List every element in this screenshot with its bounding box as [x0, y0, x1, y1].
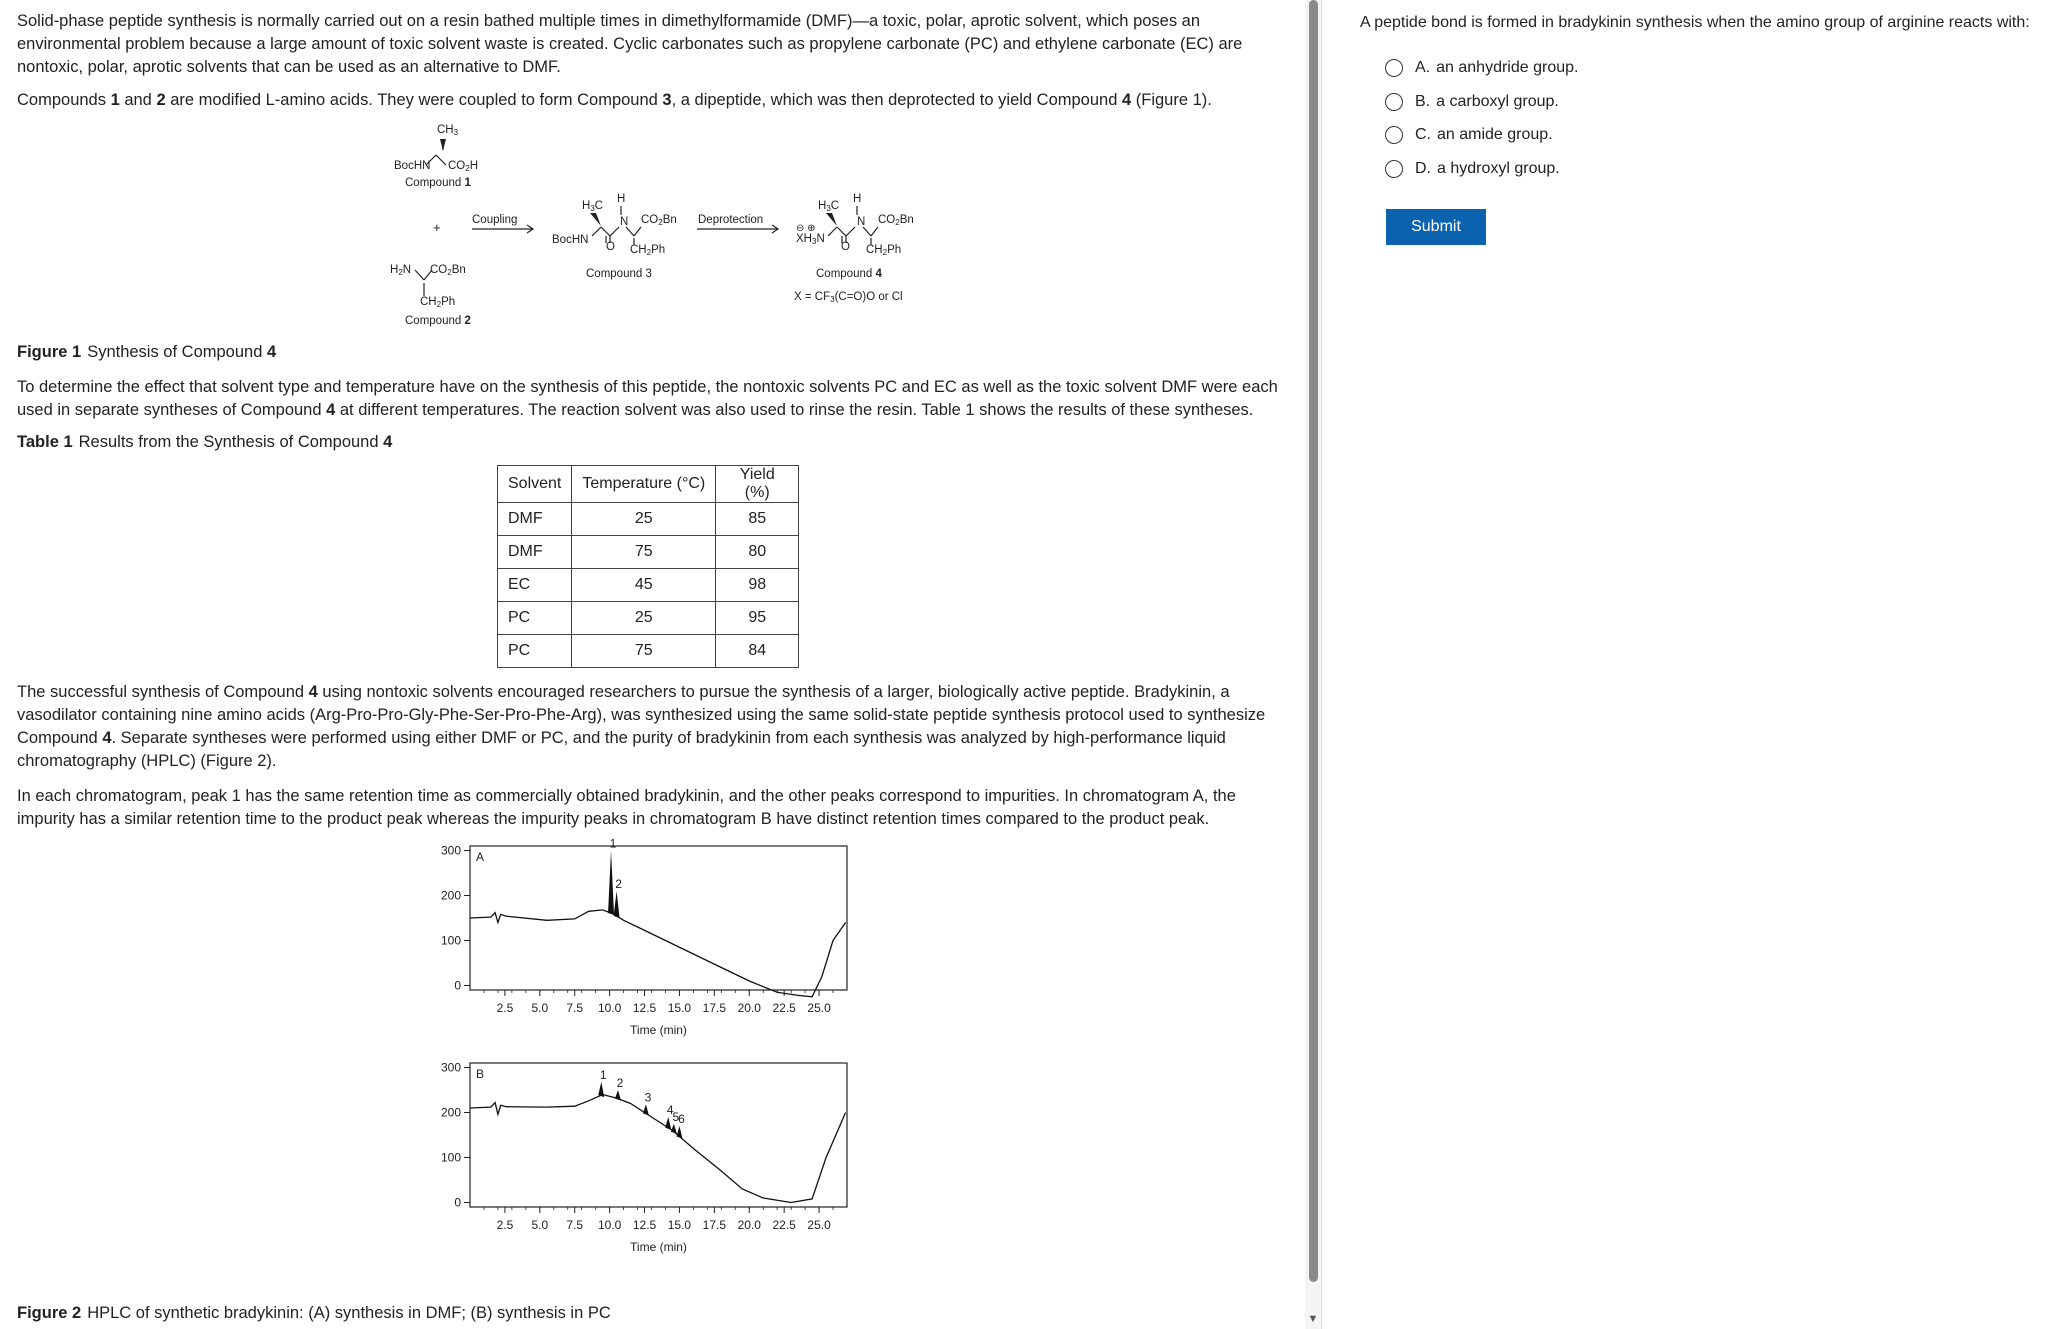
chromatogram-b — [441, 1061, 847, 1255]
y-tick-label: 300 — [440, 843, 461, 858]
peak-label: 2 — [615, 877, 622, 891]
panel-label: A — [476, 850, 485, 864]
paragraph-intro: Solid-phase peptide synthesis is normally carried out on a resin bathed multiple times in dimethylformamide (DMF)—a toxic, polar, aprotic solvent, which poses an environmental problem because a large amount of toxic solvent waste is created. Cyclic carbonates such as propylene carbonate (PC) and ethylene carbonate (EC) are nontoxic, polar, aprotic solvents that can be used as an alternative to DMF. — [17, 12, 1243, 76]
arrow-deprotection-label: Deprotection — [698, 214, 764, 226]
x-tick-label: 22.5 — [772, 1001, 796, 1015]
figure-2-caption: Figure 2 HPLC of synthetic bradykinin: (A) synthesis in DMF; (B) synthesis in PC — [17, 1304, 611, 1322]
peak-mark — [608, 851, 614, 915]
y-tick-label: 0 — [454, 1195, 461, 1210]
compound-3-ester: $CO_2Bn$ — [641, 214, 677, 227]
cell-temperature: 25 — [572, 503, 716, 536]
compound-2-amine: $H_2N$ — [390, 264, 412, 277]
header-solvent: Solvent — [498, 466, 572, 503]
option-letter: A. — [1415, 59, 1431, 76]
x-tick-label: 12.5 — [632, 1001, 657, 1015]
plot-frame — [470, 1063, 847, 1207]
header-temperature: Temperature (°C) — [572, 466, 716, 503]
x-tick-label: 22.5 — [772, 1218, 796, 1232]
paragraph-chromatograms: In each chromatogram, peak 1 has the same retention time as commercially obtained bradykinin, and the other peaks correspond to impurities. In chromatogram A, the impurity has a similar retention time to the product peak whereas the impurity peaks in chromatogram B have distinct retention times compared to the product peak. — [17, 787, 1236, 828]
y-tick-label: 0 — [454, 978, 461, 993]
cell-solvent: PC — [498, 635, 572, 668]
peak-label: 5 — [672, 1109, 680, 1124]
x-tick-label: 20.0 — [737, 1001, 761, 1015]
option-text: a hydroxyl group. — [1437, 160, 1560, 177]
paragraph-bradykinin: The successful synthesis of Compound 4 using nontoxic solvents encouraged researchers to pursue the synthesis of a larger, biologically active peptide. Bradykinin, a vasodilator containing nine amino acids (Arg-Pro-Pro-Gly-Phe-Ser-Pro-Phe-Arg), was synthesized using the same solid-state peptide synthesis protocol used to synthesize Compound 4. Separate syntheses were performed using either DMF or PC, and the purity of bradykinin from each synthesis was analyzed by high-performance liquid chromatography (HPLC) (Figure 2). — [17, 683, 1266, 770]
option-text: a carboxyl group. — [1436, 93, 1559, 110]
y-tick-label: 200 — [440, 1105, 461, 1120]
compound-1-boc: BocHN — [394, 160, 431, 172]
scroll-down-arrow-icon[interactable]: ▼ — [1307, 1313, 1319, 1325]
paragraph-compounds: Compounds 1 and 2 are modified L-amino acids. They were coupled to form Compound 3, a dipeptide, which was then deprotected to yield Compound 4 (Figure 1). — [17, 91, 1212, 109]
compound-3-boc: BocHN — [552, 234, 589, 246]
x-axis-label: Time (min) — [630, 1023, 687, 1037]
x-tick-label: 15.0 — [667, 1001, 692, 1015]
radio-icon[interactable] — [1385, 93, 1403, 111]
question-stem: A peptide bond is formed in bradykinin synthesis when the amino group of arginine reacts with: — [1360, 14, 2030, 31]
option-b[interactable] — [1385, 91, 1559, 113]
peak-mark — [671, 1124, 677, 1134]
cell-yield: 98 — [716, 569, 799, 602]
option-text: an amide group. — [1437, 126, 1553, 143]
compound-3-methyl: $H_3C$ — [582, 200, 604, 213]
x-tick-label: 2.5 — [496, 1001, 514, 1015]
option-letter: D. — [1415, 160, 1431, 177]
x-tick-label: 5.0 — [531, 1001, 549, 1015]
x-tick-label: 17.5 — [702, 1001, 727, 1015]
cell-temperature: 25 — [572, 602, 716, 635]
cell-solvent: DMF — [498, 536, 572, 569]
compound-3-sidechain: $CH_2Ph$ — [630, 244, 666, 257]
cell-solvent: EC — [498, 569, 572, 602]
paragraph-solvent-study: To determine the effect that solvent type and temperature have on the synthesis of this peptide, the nontoxic solvents PC and EC as well as the toxic solvent DMF were each used in separate syntheses of Compound 4 at different temperatures. The reaction solvent was also used to rinse the resin. Table 1 shows the results of these syntheses. — [17, 378, 1278, 419]
radio-icon[interactable] — [1385, 160, 1403, 178]
pane-divider — [1321, 0, 1322, 1329]
peak-mark — [614, 891, 620, 918]
peak-label: 1 — [599, 1067, 607, 1082]
chromatogram-a — [441, 837, 847, 1038]
compound-3-oxygen: O — [606, 241, 615, 253]
compound-4-oxygen: O — [841, 241, 850, 253]
submit-button[interactable]: Submit — [1386, 209, 1486, 245]
compound-3-nitrogen: N — [620, 216, 629, 228]
option-text: an anhydride group. — [1436, 59, 1579, 76]
x-tick-label: 12.5 — [632, 1218, 657, 1232]
chromatogram-trace — [470, 910, 846, 997]
cell-solvent: PC — [498, 602, 572, 635]
compound-2-sidechain: $CH_2Ph$ — [420, 296, 456, 309]
y-tick-label: 300 — [440, 1060, 461, 1075]
plus-sign: + — [433, 220, 441, 235]
compound-4-methyl: $H_3C$ — [818, 200, 840, 213]
compound-1-acid: $CO_2H$ — [448, 160, 479, 173]
x-tick-label: 7.5 — [566, 1001, 584, 1015]
compound-4-amine: $XH_3N$ — [796, 233, 825, 246]
compound-4-nitrogen: N — [857, 216, 866, 228]
compound-2-ester: $CO_2Bn$ — [430, 264, 466, 277]
x-tick-label: 2.5 — [496, 1218, 514, 1232]
compound-1-label: Compound 1 — [405, 177, 471, 189]
x-tick-label: 20.0 — [737, 1218, 761, 1232]
peak-mark — [643, 1104, 649, 1115]
arrow-coupling-label: Coupling — [472, 214, 518, 226]
cell-yield: 95 — [716, 602, 799, 635]
y-tick-label: 200 — [440, 888, 461, 903]
option-d[interactable] — [1385, 158, 1560, 180]
x-tick-label: 10.0 — [597, 1218, 622, 1232]
peak-mark — [676, 1126, 682, 1139]
compound-3-label: Compound 3 — [586, 268, 652, 280]
scrollbar-thumb[interactable] — [1309, 0, 1318, 1282]
peak-mark — [615, 1090, 621, 1101]
compound-2-label: Compound 2 — [405, 315, 471, 327]
peak-mark — [598, 1082, 604, 1097]
compound-4-charges: ⊖ ⊕ — [796, 223, 816, 234]
peak-label: 1 — [609, 836, 617, 851]
table-1-caption: Table 1 Results from the Synthesis of Compound 4 — [17, 433, 393, 451]
radio-icon[interactable] — [1385, 59, 1403, 77]
option-letter: C. — [1415, 126, 1431, 143]
compound-4-label: Compound 4 — [816, 268, 882, 280]
compound-4-sidechain: $CH_2Ph$ — [866, 244, 902, 257]
cell-solvent: DMF — [498, 503, 572, 536]
y-tick-label: 100 — [440, 933, 461, 948]
x-tick-label: 5.0 — [531, 1218, 549, 1232]
figure-1-caption: Figure 1 Synthesis of Compound 4 — [17, 343, 277, 361]
y-tick-label: 100 — [440, 1150, 461, 1165]
chromatogram-trace — [470, 1095, 846, 1203]
x-tick-label: 15.0 — [667, 1218, 692, 1232]
cell-yield: 85 — [716, 503, 799, 536]
radio-icon[interactable] — [1385, 126, 1403, 144]
cell-temperature: 75 — [572, 635, 716, 668]
compound-4-ester: $CO_2Bn$ — [878, 214, 914, 227]
option-a[interactable] — [1385, 57, 1578, 79]
x-tick-label: 17.5 — [702, 1218, 727, 1232]
cell-temperature: 75 — [572, 536, 716, 569]
peak-label: 2 — [616, 1076, 624, 1090]
cell-temperature: 45 — [572, 569, 716, 602]
compound-3-h: H — [617, 193, 626, 205]
peak-label: 3 — [644, 1090, 652, 1105]
x-tick-label: 25.0 — [807, 1001, 831, 1015]
peak-mark — [665, 1117, 671, 1130]
x-tick-label: 25.0 — [807, 1218, 831, 1232]
cell-yield: 84 — [716, 635, 799, 668]
x-tick-label: 10.0 — [597, 1001, 622, 1015]
x-axis-label: Time (min) — [630, 1240, 687, 1254]
figure-2-hplc — [0, 0, 1000, 1329]
compound-4-h: H — [853, 193, 862, 205]
compound-4-counterion: $X = CF_3(C=O)O$ or Cl — [794, 291, 903, 304]
peak-label: 6 — [678, 1112, 685, 1126]
cell-yield: 80 — [716, 536, 799, 569]
x-tick-label: 7.5 — [566, 1218, 584, 1232]
compound-1-methyl: $CH_3$ — [437, 124, 459, 137]
option-c[interactable] — [1385, 124, 1553, 146]
header-yield: Yield (%) — [716, 466, 799, 503]
panel-label: B — [476, 1067, 485, 1081]
peak-label: 4 — [666, 1103, 674, 1117]
option-letter: B. — [1415, 93, 1431, 110]
